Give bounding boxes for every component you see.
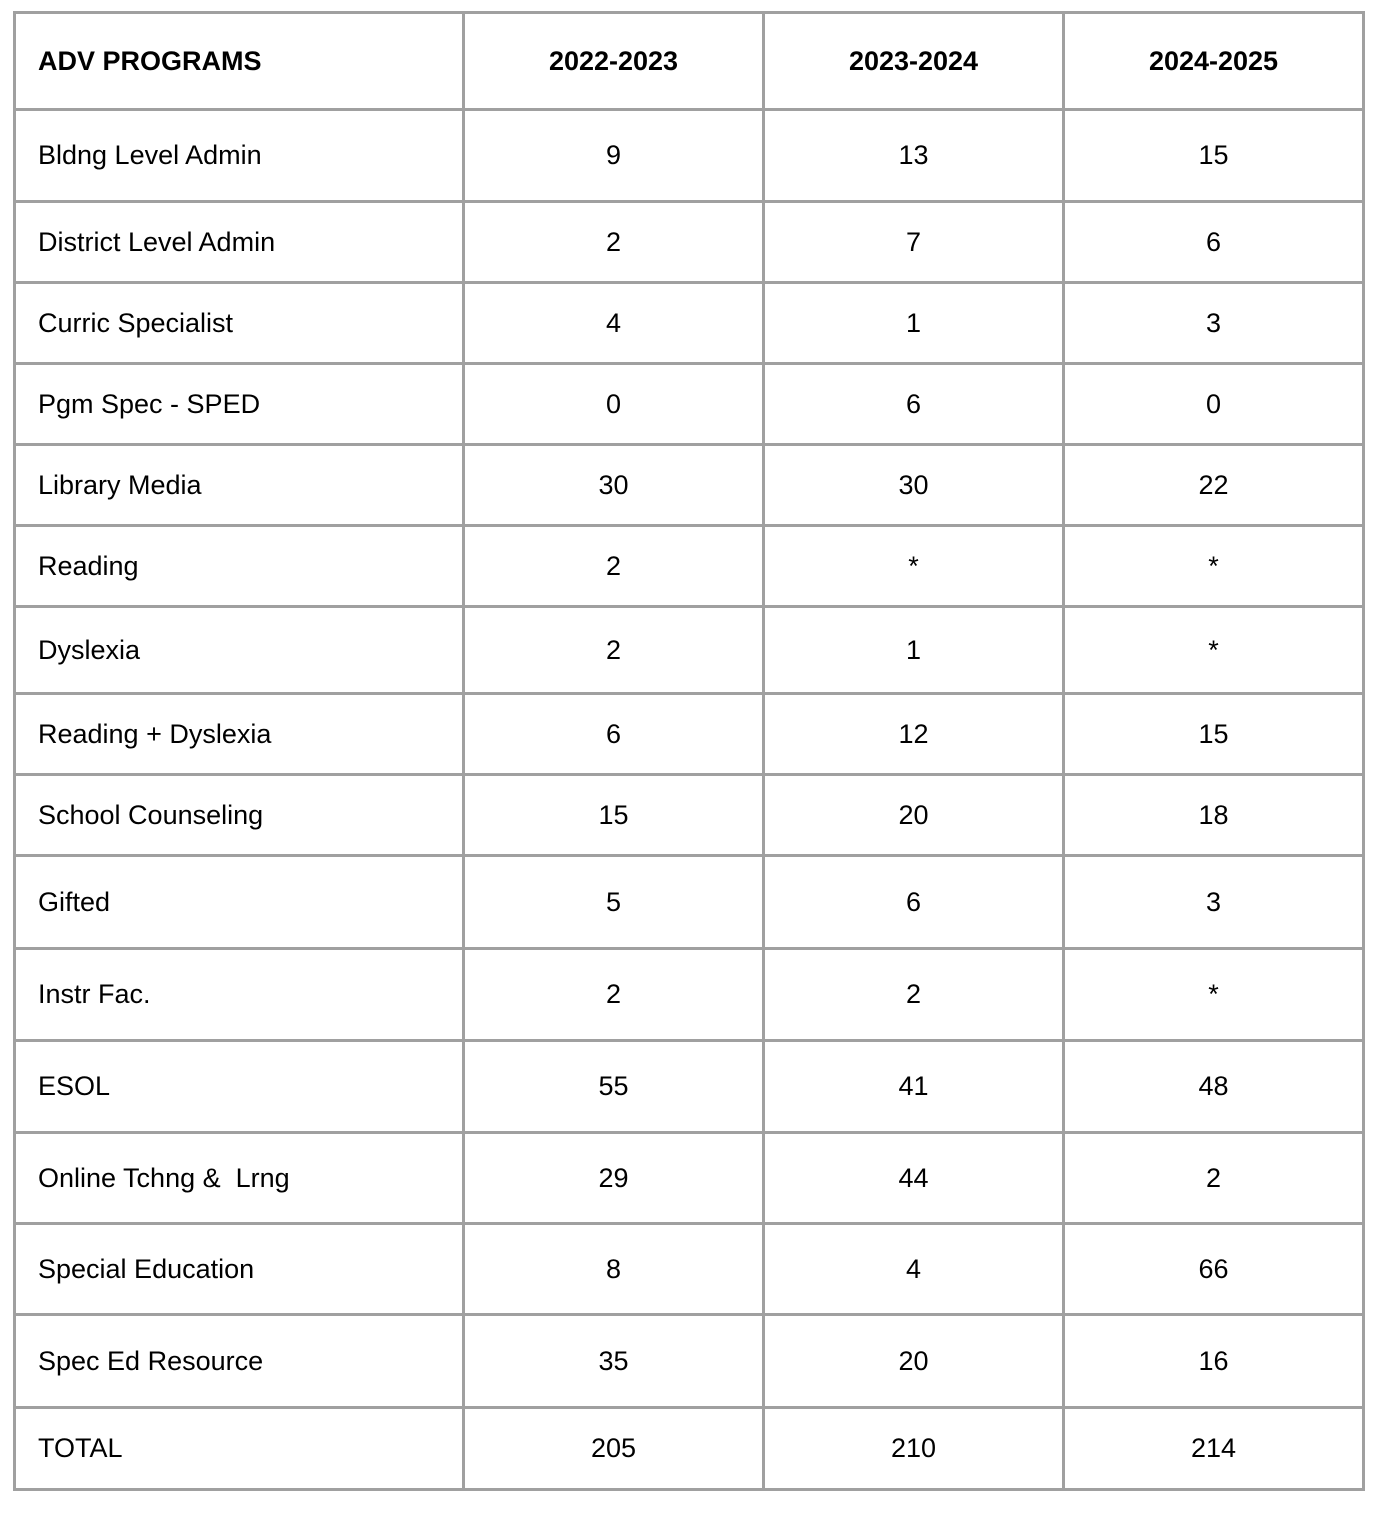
table-row: [15, 1041, 1364, 1133]
cell-value: 6: [764, 856, 1064, 949]
row-label: Spec Ed Resource: [15, 1315, 464, 1408]
cell-value: 8: [464, 1224, 764, 1315]
cell-value: 2: [764, 949, 1064, 1041]
row-label: Library Media: [15, 445, 464, 526]
cell-value: 13: [764, 110, 1064, 202]
cell-value: 7: [764, 202, 1064, 283]
table-row: [15, 110, 1364, 202]
table-row: [15, 202, 1364, 283]
cell-value: 205: [464, 1408, 764, 1490]
adv-programs-table: [13, 11, 1365, 1491]
cell-value: 214: [1064, 1408, 1364, 1490]
table-row: [15, 949, 1364, 1041]
cell-value: 2: [464, 202, 764, 283]
row-label: Reading: [15, 526, 464, 607]
cell-value: 6: [1064, 202, 1364, 283]
cell-value: 30: [764, 445, 1064, 526]
table-row: [15, 526, 1364, 607]
cell-value: 9: [464, 110, 764, 202]
cell-value: 20: [764, 1315, 1064, 1408]
cell-value: 1: [764, 607, 1064, 694]
table-row: [15, 607, 1364, 694]
cell-value: 4: [464, 283, 764, 364]
cell-value: 1: [764, 283, 1064, 364]
cell-value: 41: [764, 1041, 1064, 1133]
row-label: Curric Specialist: [15, 283, 464, 364]
table-row: [15, 283, 1364, 364]
cell-value: 48: [1064, 1041, 1364, 1133]
cell-value: 18: [1064, 775, 1364, 856]
cell-value: 2: [464, 526, 764, 607]
header-programs: ADV PROGRAMS: [15, 13, 464, 110]
row-label: Reading + Dyslexia: [15, 694, 464, 775]
table-row: [15, 775, 1364, 856]
row-label: Dyslexia: [15, 607, 464, 694]
cell-value: 0: [1064, 364, 1364, 445]
cell-value: *: [1064, 607, 1364, 694]
cell-value: 6: [464, 694, 764, 775]
row-label: District Level Admin: [15, 202, 464, 283]
row-label: Gifted: [15, 856, 464, 949]
header-row: [15, 13, 1364, 110]
table-row: [15, 1133, 1364, 1224]
cell-value: 0: [464, 364, 764, 445]
cell-value: 2: [1064, 1133, 1364, 1224]
cell-value: 20: [764, 775, 1064, 856]
row-label: ESOL: [15, 1041, 464, 1133]
cell-value: *: [764, 526, 1064, 607]
cell-value: 2: [464, 607, 764, 694]
row-label: Instr Fac.: [15, 949, 464, 1041]
table-row: [15, 445, 1364, 526]
header-2022-2023: 2022-2023: [464, 13, 764, 110]
cell-value: 16: [1064, 1315, 1364, 1408]
table-row: [15, 694, 1364, 775]
cell-value: 3: [1064, 283, 1364, 364]
table-row: [15, 856, 1364, 949]
table-row: [15, 1224, 1364, 1315]
header-2024-2025: 2024-2025: [1064, 13, 1364, 110]
row-label: School Counseling: [15, 775, 464, 856]
cell-value: 15: [1064, 694, 1364, 775]
cell-value: 29: [464, 1133, 764, 1224]
row-label: Special Education: [15, 1224, 464, 1315]
cell-value: 44: [764, 1133, 1064, 1224]
cell-value: 12: [764, 694, 1064, 775]
cell-value: 6: [764, 364, 1064, 445]
table-row: [15, 1315, 1364, 1408]
cell-value: 4: [764, 1224, 1064, 1315]
cell-value: 15: [464, 775, 764, 856]
cell-value: 210: [764, 1408, 1064, 1490]
cell-value: *: [1064, 949, 1364, 1041]
cell-value: 5: [464, 856, 764, 949]
cell-value: 30: [464, 445, 764, 526]
cell-value: 15: [1064, 110, 1364, 202]
cell-value: 35: [464, 1315, 764, 1408]
row-label: TOTAL: [15, 1408, 464, 1490]
cell-value: 66: [1064, 1224, 1364, 1315]
row-label: Bldng Level Admin: [15, 110, 464, 202]
row-label: Online Tchng & Lrng: [15, 1133, 464, 1224]
cell-value: *: [1064, 526, 1364, 607]
cell-value: 2: [464, 949, 764, 1041]
total-row: [15, 1408, 1364, 1490]
header-2023-2024: 2023-2024: [764, 13, 1064, 110]
cell-value: 55: [464, 1041, 764, 1133]
cell-value: 3: [1064, 856, 1364, 949]
row-label: Pgm Spec - SPED: [15, 364, 464, 445]
table-row: [15, 364, 1364, 445]
cell-value: 22: [1064, 445, 1364, 526]
